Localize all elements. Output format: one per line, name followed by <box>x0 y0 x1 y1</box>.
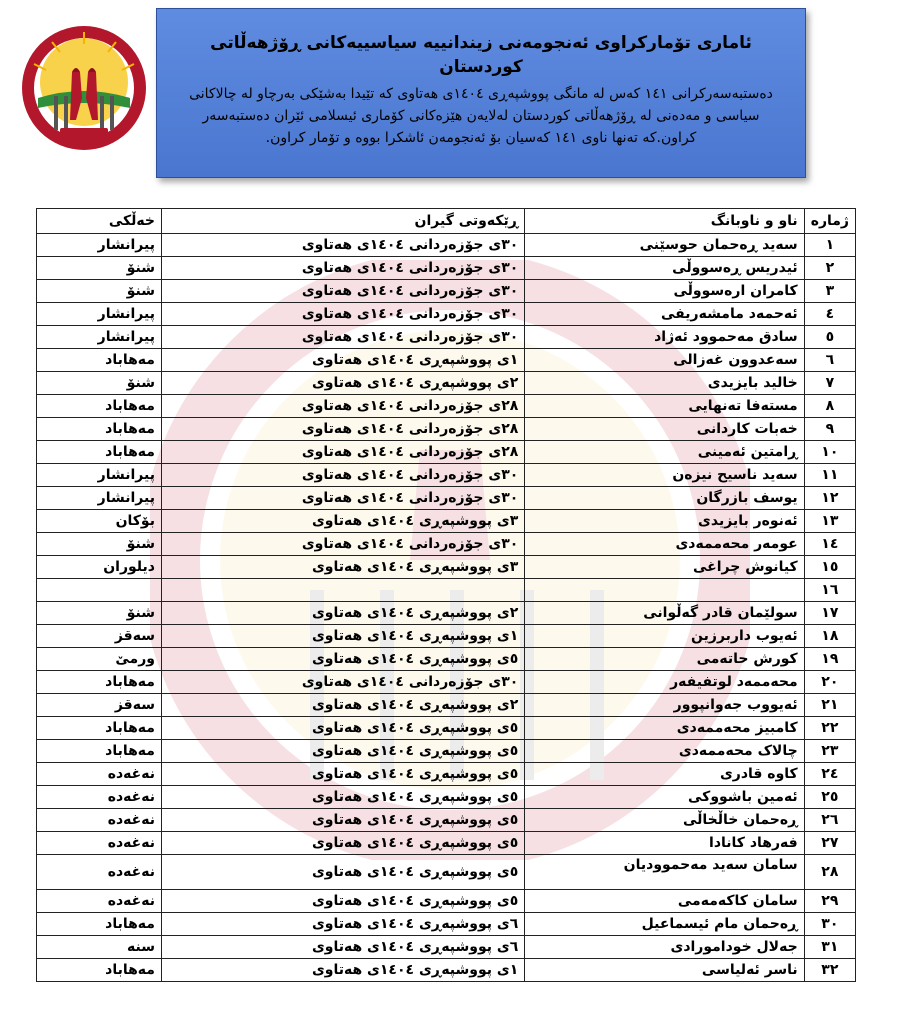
row-arrest-date: ٥ی پووشپەڕی ١٤٠٤ی هەتاوی <box>161 786 524 809</box>
table-body <box>37 234 856 982</box>
row-name: ئەنوەر بایزیدی <box>525 510 804 533</box>
row-name: چالاک محەممەدی <box>525 740 804 763</box>
row-name: ڕەحمان خاڵخاڵی <box>525 809 804 832</box>
row-hometown: سەقز <box>37 625 162 648</box>
table-row <box>37 487 856 510</box>
row-arrest-date: ٦ی پووشپەڕی ١٤٠٤ی هەتاوی <box>161 913 524 936</box>
row-hometown: پیرانشار <box>37 326 162 349</box>
table-row <box>37 959 856 982</box>
row-hometown: نەغەدە <box>37 763 162 786</box>
logo-emblem-icon <box>20 24 148 152</box>
row-name: ڕامتین ئەمینی <box>525 441 804 464</box>
header-hometown: خەڵکی <box>37 209 162 234</box>
row-arrest-date: ٥ی پووشپەڕی ١٤٠٤ی هەتاوی <box>161 740 524 763</box>
row-number: ١٢ <box>804 487 855 510</box>
detainee-table <box>36 208 856 982</box>
table-row <box>37 913 856 936</box>
row-number: ١٦ <box>804 579 855 602</box>
table-row <box>37 556 856 579</box>
row-name: سامان سەید مەحموودیان <box>525 855 804 890</box>
row-number: ١٠ <box>804 441 855 464</box>
row-name: ئیدریس ڕەسووڵی <box>525 257 804 280</box>
table-row <box>37 648 856 671</box>
row-name: سادق مەحموود ئەژاد <box>525 326 804 349</box>
row-number: ٢٥ <box>804 786 855 809</box>
row-arrest-date: ٣٠ی جۆزەردانی ١٤٠٤ی هەتاوی <box>161 234 524 257</box>
row-hometown: شنۆ <box>37 372 162 395</box>
table-row <box>37 602 856 625</box>
row-number: ٢٢ <box>804 717 855 740</box>
header-description: دەستبەسەرکرانی ١٤١ کەس لە مانگی پووشپەڕی ١٤٠٤ی هەتاوی کە تێیدا بەشێکی بەرچاو لە چالاکانی سیاسی و مەدەنی لە ڕۆژهەڵاتی کوردستان لەلایەن هێزەکانی کۆماری ئیسلامی ئێران دەستبەسەر کراون.کە تەنها ناوی ١٤١ کەسیان بۆ ئەنجومەن ئاشکرا بووە و تۆمار کراون. <box>189 86 773 146</box>
table-row <box>37 533 856 556</box>
table-row <box>37 326 856 349</box>
row-arrest-date: ٢ی پووشپەڕی ١٤٠٤ی هەتاوی <box>161 372 524 395</box>
row-hometown: مەهاباد <box>37 441 162 464</box>
row-arrest-date: ٣٠ی جۆزەردانی ١٤٠٤ی هەتاوی <box>161 464 524 487</box>
row-name: فەرهاد کانادا <box>525 832 804 855</box>
row-arrest-date: ٢٨ی جۆزەردانی ١٤٠٤ی هەتاوی <box>161 418 524 441</box>
row-arrest-date: ٥ی پووشپەڕی ١٤٠٤ی هەتاوی <box>161 717 524 740</box>
row-arrest-date: ٥ی پووشپەڕی ١٤٠٤ی هەتاوی <box>161 832 524 855</box>
table-row <box>37 786 856 809</box>
row-hometown: سەقز <box>37 694 162 717</box>
row-arrest-date: ٣٠ی جۆزەردانی ١٤٠٤ی هەتاوی <box>161 326 524 349</box>
row-name: سولێمان قادر گەڵوانی <box>525 602 804 625</box>
row-number: ٥ <box>804 326 855 349</box>
row-name: عومەر محەممەدی <box>525 533 804 556</box>
row-number: ١ <box>804 234 855 257</box>
row-hometown: پیرانشار <box>37 464 162 487</box>
table-row <box>37 717 856 740</box>
table-row <box>37 395 856 418</box>
row-hometown: دیلوران <box>37 556 162 579</box>
row-hometown: نەغەدە <box>37 809 162 832</box>
header-name: ناو و ناوبانگ <box>525 209 804 234</box>
header-box <box>156 8 806 178</box>
row-hometown: نەغەدە <box>37 832 162 855</box>
row-arrest-date: ٥ی پووشپەڕی ١٤٠٤ی هەتاوی <box>161 809 524 832</box>
row-number: ٣٢ <box>804 959 855 982</box>
row-name: کیانوش چراغی <box>525 556 804 579</box>
row-number: ٢ <box>804 257 855 280</box>
row-number: ١٩ <box>804 648 855 671</box>
row-arrest-date: ٥ی پووشپەڕی ١٤٠٤ی هەتاوی <box>161 763 524 786</box>
row-number: ٣٠ <box>804 913 855 936</box>
row-name: کورش حاتەمی <box>525 648 804 671</box>
table-row <box>37 349 856 372</box>
row-arrest-date: ١ی پووشپەڕی ١٤٠٤ی هەتاوی <box>161 349 524 372</box>
row-hometown: مەهاباد <box>37 395 162 418</box>
row-hometown: پیرانشار <box>37 234 162 257</box>
row-name: ئەمین باشووکی <box>525 786 804 809</box>
table-row <box>37 855 856 890</box>
row-arrest-date: ٥ی پووشپەڕی ١٤٠٤ی هەتاوی <box>161 890 524 913</box>
row-arrest-date: ١ی پووشپەڕی ١٤٠٤ی هەتاوی <box>161 959 524 982</box>
row-hometown: شنۆ <box>37 602 162 625</box>
row-number: ١٣ <box>804 510 855 533</box>
row-name: ڕەحمان مام ئیسماعیل <box>525 913 804 936</box>
row-number: ٢٣ <box>804 740 855 763</box>
table-row <box>37 694 856 717</box>
row-hometown: نەغەدە <box>37 855 162 890</box>
table-row <box>37 303 856 326</box>
row-hometown: شنۆ <box>37 257 162 280</box>
row-arrest-date: ٣٠ی جۆزەردانی ١٤٠٤ی هەتاوی <box>161 671 524 694</box>
row-hometown: شنۆ <box>37 533 162 556</box>
row-hometown: مەهاباد <box>37 671 162 694</box>
row-number: ٦ <box>804 349 855 372</box>
table-row <box>37 510 856 533</box>
row-name: ئەحمەد مامشەریفی <box>525 303 804 326</box>
row-number: ١٤ <box>804 533 855 556</box>
row-hometown: مەهاباد <box>37 913 162 936</box>
row-arrest-date: ١ی پووشپەڕی ١٤٠٤ی هەتاوی <box>161 625 524 648</box>
row-name: مستەفا تەنهایی <box>525 395 804 418</box>
row-name: خەبات کاردانی <box>525 418 804 441</box>
row-number: ١٥ <box>804 556 855 579</box>
row-hometown: مەهاباد <box>37 349 162 372</box>
row-hometown: مەهاباد <box>37 418 162 441</box>
row-name: محەممەد لوتفیفەر <box>525 671 804 694</box>
row-arrest-date: ٣٠ی جۆزەردانی ١٤٠٤ی هەتاوی <box>161 303 524 326</box>
table-header-row <box>37 209 856 234</box>
row-arrest-date: ٢ی پووشپەڕی ١٤٠٤ی هەتاوی <box>161 602 524 625</box>
row-hometown: ورمێ <box>37 648 162 671</box>
row-hometown: مەهاباد <box>37 959 162 982</box>
row-name: ئەیوب داربرزین <box>525 625 804 648</box>
row-hometown <box>37 579 162 602</box>
row-name: ئەیووب جەوانپوور <box>525 694 804 717</box>
row-arrest-date: ٣٠ی جۆزەردانی ١٤٠٤ی هەتاوی <box>161 257 524 280</box>
row-hometown: نەغەدە <box>37 786 162 809</box>
row-number: ٨ <box>804 395 855 418</box>
row-arrest-date <box>161 579 524 602</box>
row-arrest-date: ٣٠ی جۆزەردانی ١٤٠٤ی هەتاوی <box>161 533 524 556</box>
row-arrest-date: ٢٨ی جۆزەردانی ١٤٠٤ی هەتاوی <box>161 395 524 418</box>
table-row <box>37 441 856 464</box>
row-arrest-date: ٣ی پووشپەڕی ١٤٠٤ی هەتاوی <box>161 556 524 579</box>
row-name: سەید ڕەحمان حوسێنی <box>525 234 804 257</box>
row-number: ٢٧ <box>804 832 855 855</box>
row-number: ٢٠ <box>804 671 855 694</box>
table-row <box>37 418 856 441</box>
row-number: ٣١ <box>804 936 855 959</box>
table-row <box>37 740 856 763</box>
row-hometown: نەغەدە <box>37 890 162 913</box>
row-arrest-date: ٦ی پووشپەڕی ١٤٠٤ی هەتاوی <box>161 936 524 959</box>
row-number: ٩ <box>804 418 855 441</box>
row-number: ٧ <box>804 372 855 395</box>
row-name: جەلال خودامورادی <box>525 936 804 959</box>
row-number: ٢٩ <box>804 890 855 913</box>
table-row <box>37 936 856 959</box>
row-number: ٤ <box>804 303 855 326</box>
table-row <box>37 464 856 487</box>
table-row <box>37 671 856 694</box>
row-hometown: بۆکان <box>37 510 162 533</box>
row-name: کاوە قادری <box>525 763 804 786</box>
header-number: ژمارە <box>804 209 855 234</box>
row-name: خالید بایزیدی <box>525 372 804 395</box>
row-hometown: سنە <box>37 936 162 959</box>
row-name: کامبیز محەممەدی <box>525 717 804 740</box>
row-number: ٣ <box>804 280 855 303</box>
row-name: کامران ارەسووڵی <box>525 280 804 303</box>
row-name <box>525 579 804 602</box>
header-arrest-date: ڕێکەوتی گیران <box>161 209 524 234</box>
table-row <box>37 234 856 257</box>
row-arrest-date: ٣٠ی جۆزەردانی ١٤٠٤ی هەتاوی <box>161 280 524 303</box>
row-arrest-date: ٥ی پووشپەڕی ١٤٠٤ی هەتاوی <box>161 855 524 890</box>
row-number: ٢٤ <box>804 763 855 786</box>
row-hometown: مەهاباد <box>37 740 162 763</box>
row-number: ١١ <box>804 464 855 487</box>
row-number: ٢٨ <box>804 855 855 890</box>
table-row <box>37 625 856 648</box>
row-name: سەعدوون غەزالی <box>525 349 804 372</box>
table-row <box>37 763 856 786</box>
organization-logo <box>20 24 148 152</box>
row-arrest-date: ٥ی پووشپەڕی ١٤٠٤ی هەتاوی <box>161 648 524 671</box>
row-name: ناسر ئەلیاسی <box>525 959 804 982</box>
row-number: ١٨ <box>804 625 855 648</box>
row-arrest-date: ٢٨ی جۆزەردانی ١٤٠٤ی هەتاوی <box>161 441 524 464</box>
row-hometown: شنۆ <box>37 280 162 303</box>
row-hometown: پیرانشار <box>37 303 162 326</box>
row-arrest-date: ٣٠ی جۆزەردانی ١٤٠٤ی هەتاوی <box>161 487 524 510</box>
row-number: ٢٦ <box>804 809 855 832</box>
table-row <box>37 257 856 280</box>
page-title: ئاماری تۆمارکراوی ئەنجومەنی زیندانییە سیاسییەکانی ڕۆژهەڵاتی کوردستان <box>210 33 752 77</box>
row-name: یوسف بازرگان <box>525 487 804 510</box>
row-hometown: پیرانشار <box>37 487 162 510</box>
table-row <box>37 280 856 303</box>
row-number: ١٧ <box>804 602 855 625</box>
row-number: ٢١ <box>804 694 855 717</box>
table-row <box>37 832 856 855</box>
row-name: سامان کاکەمەمی <box>525 890 804 913</box>
table-row <box>37 890 856 913</box>
row-arrest-date: ٢ی پووشپەڕی ١٤٠٤ی هەتاوی <box>161 694 524 717</box>
row-hometown: مەهاباد <box>37 717 162 740</box>
table-row <box>37 372 856 395</box>
row-name: سەید ناسیح نیزەن <box>525 464 804 487</box>
row-arrest-date: ٣ی پووشپەڕی ١٤٠٤ی هەتاوی <box>161 510 524 533</box>
table-row <box>37 809 856 832</box>
table-row <box>37 579 856 602</box>
